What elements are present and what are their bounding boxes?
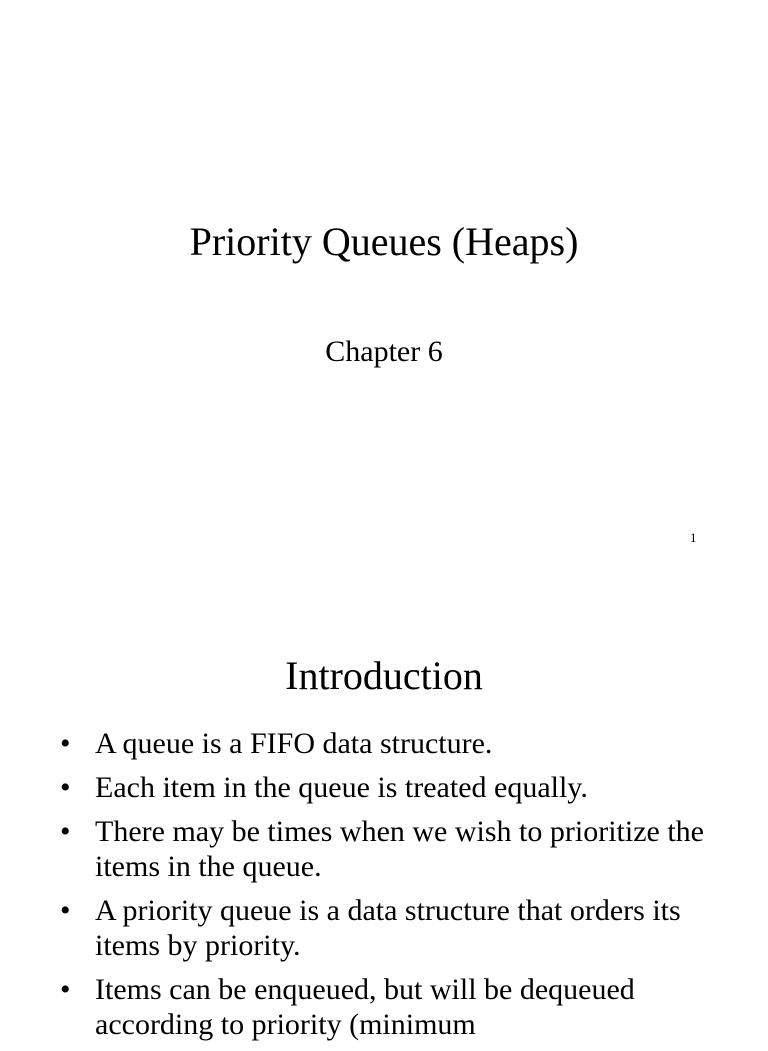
bullet-icon: •: [60, 973, 71, 1006]
slide-title: Priority Queues (Heaps): [189, 219, 579, 264]
bullet-icon: •: [60, 727, 71, 760]
list-item: [60, 726, 740, 761]
list-item: [60, 770, 740, 805]
slide-title: Introduction: [285, 653, 483, 698]
bullet-text: Items can be enqueued, but will be dequeued according to priority (minimum: [95, 973, 635, 1041]
chapter-subtitle: Chapter 6: [325, 335, 443, 368]
bullet-text: There may be times when we wish to prioritize the items in the queue.: [95, 815, 704, 883]
bullet-icon: •: [60, 894, 71, 927]
bullet-text: Each item in the queue is treated equally.: [95, 771, 588, 804]
list-item: [60, 972, 740, 1042]
bullet-icon: •: [60, 771, 71, 804]
bullet-icon: •: [60, 815, 71, 848]
bullet-text: A priority queue is a data structure that orders its items by priority.: [95, 894, 681, 962]
page-number: 1: [690, 530, 697, 545]
bullet-text: A queue is a FIFO data structure.: [95, 727, 493, 760]
introduction-slide: [0, 576, 768, 1041]
bullet-list: [60, 726, 740, 1051]
list-item: [60, 893, 740, 963]
list-item: [60, 814, 740, 884]
